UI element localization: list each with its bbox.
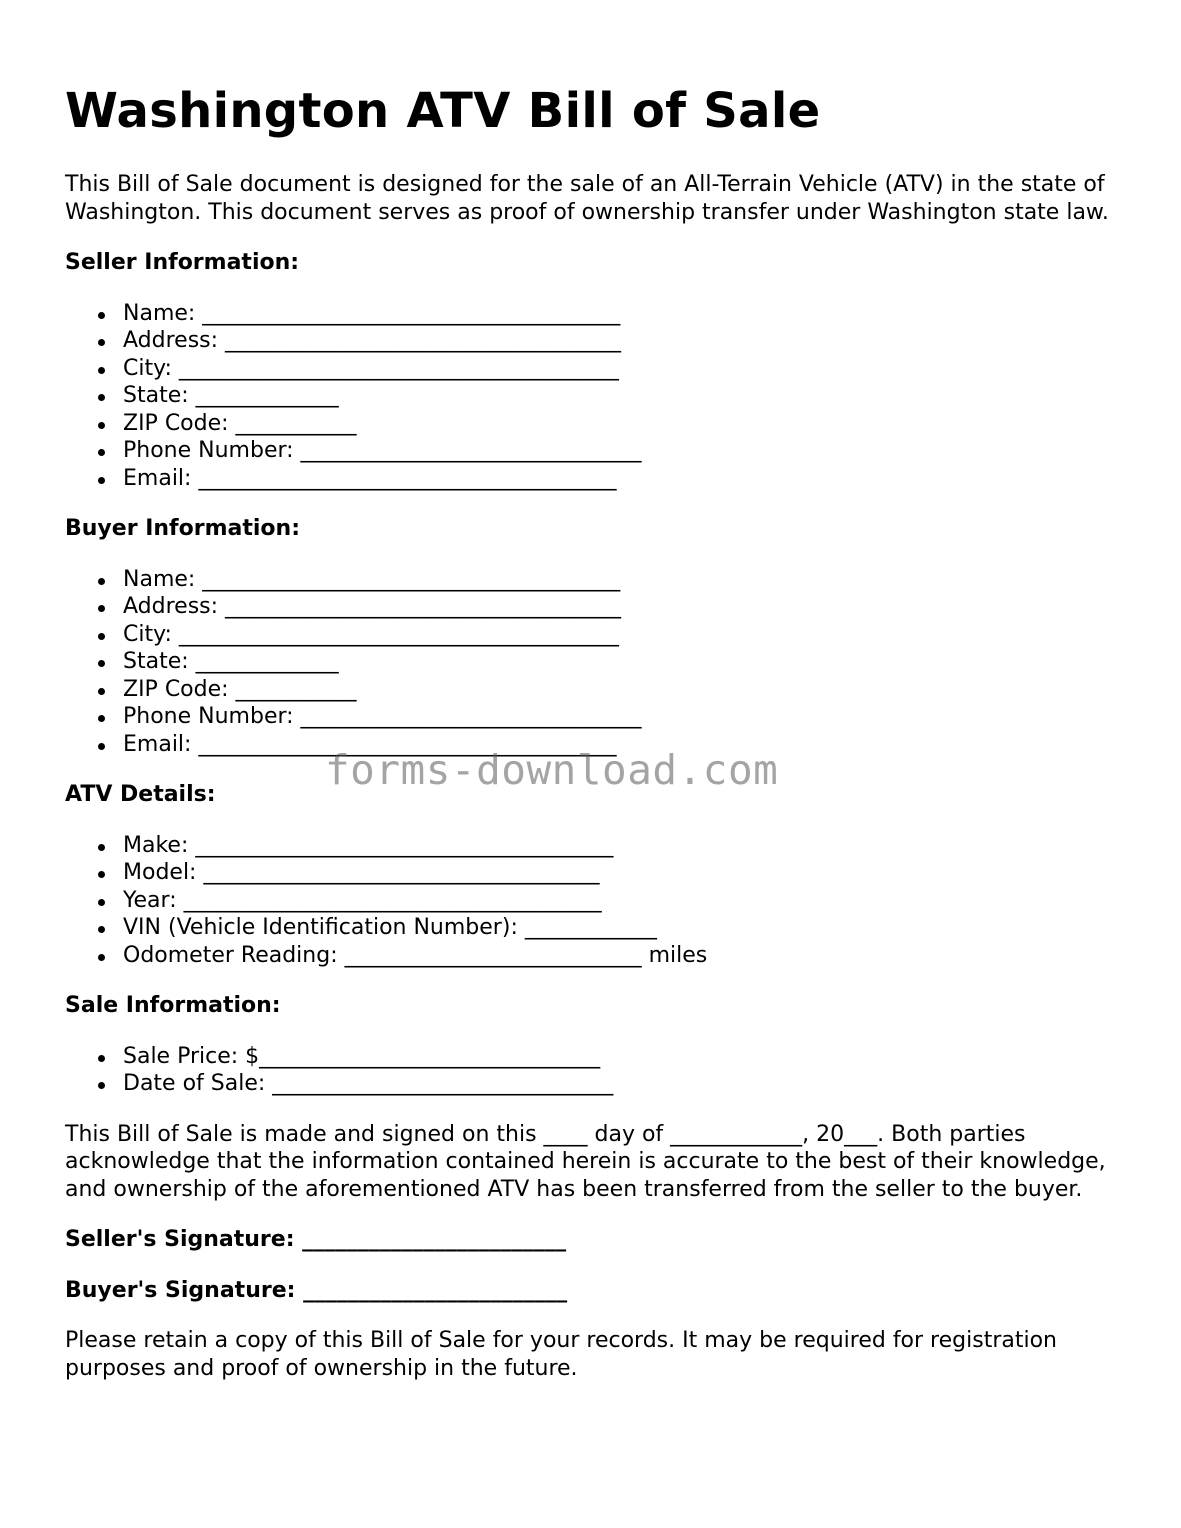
buyer-phone-field[interactable]: Phone Number: _______________________________ [123,703,1125,731]
atv-odometer-field[interactable]: Odometer Reading: ___________________________ miles [123,942,1125,970]
watermark: forms-download.com [325,746,779,794]
seller-signature-line[interactable]: Seller's Signature: ________________________ [65,1227,567,1252]
sale-date-field[interactable]: Date of Sale: _______________________________ [123,1070,1125,1098]
seller-address-field[interactable]: Address: ____________________________________ [123,327,1125,355]
sale-field-list [65,1043,1125,1098]
sale-price-field[interactable]: Sale Price: $_______________________________ [123,1043,1125,1071]
seller-city-field[interactable]: City: ________________________________________ [123,355,1125,383]
atv-model-field[interactable]: Model: ____________________________________ [123,859,1125,887]
document-title: Washington ATV Bill of Sale [65,83,821,139]
atv-vin-field[interactable]: VIN (Vehicle Identification Number): ____________ [123,914,1125,942]
seller-state-field[interactable]: State: _____________ [123,382,1125,410]
seller-name-field[interactable]: Name: ______________________________________ [123,300,1125,328]
atv-field-list [65,832,1125,970]
closing-paragraph: Please retain a copy of this Bill of Sale for your records. It may be required for registration purposes and proof of ownership in the future. [65,1328,1057,1381]
seller-email-field[interactable]: Email: ______________________________________ [123,465,1125,493]
sale-section-heading: Sale Information: [65,993,281,1018]
atv-year-field[interactable]: Year: ______________________________________ [123,887,1125,915]
buyer-city-field[interactable]: City: ________________________________________ [123,621,1125,649]
buyer-zip-field[interactable]: ZIP Code: ___________ [123,676,1125,704]
atv-make-field[interactable]: Make: ______________________________________ [123,832,1125,860]
atv-section-heading: ATV Details: [65,782,216,807]
intro-paragraph: This Bill of Sale document is designed for the sale of an All-Terrain Vehicle (ATV) in the state of Washington. This document serves as proof of ownership transfer under Washington state law. [65,172,1109,225]
document-page [65,80,1125,1382]
seller-phone-field[interactable]: Phone Number: _______________________________ [123,437,1125,465]
buyer-state-field[interactable]: State: _____________ [123,648,1125,676]
seller-field-list [65,300,1125,493]
sale-statement-paragraph: This Bill of Sale is made and signed on this ____ day of ____________, 20___. Both parties acknowledge that the information contained herein is accurate to the best of their knowledge, and ownership of the aforementioned ATV has been transferred from the seller to the buyer. [65,1121,1106,1202]
buyer-email-field[interactable]: Email: ______________________________________ [123,731,1125,759]
seller-section-heading: Seller Information: [65,250,300,275]
buyer-field-list [65,566,1125,759]
buyer-signature-line[interactable]: Buyer's Signature: ________________________ [65,1277,568,1303]
buyer-address-field[interactable]: Address: ____________________________________ [123,593,1125,621]
buyer-name-field[interactable]: Name: ______________________________________ [123,566,1125,594]
buyer-section-heading: Buyer Information: [65,516,300,541]
seller-zip-field[interactable]: ZIP Code: ___________ [123,410,1125,438]
